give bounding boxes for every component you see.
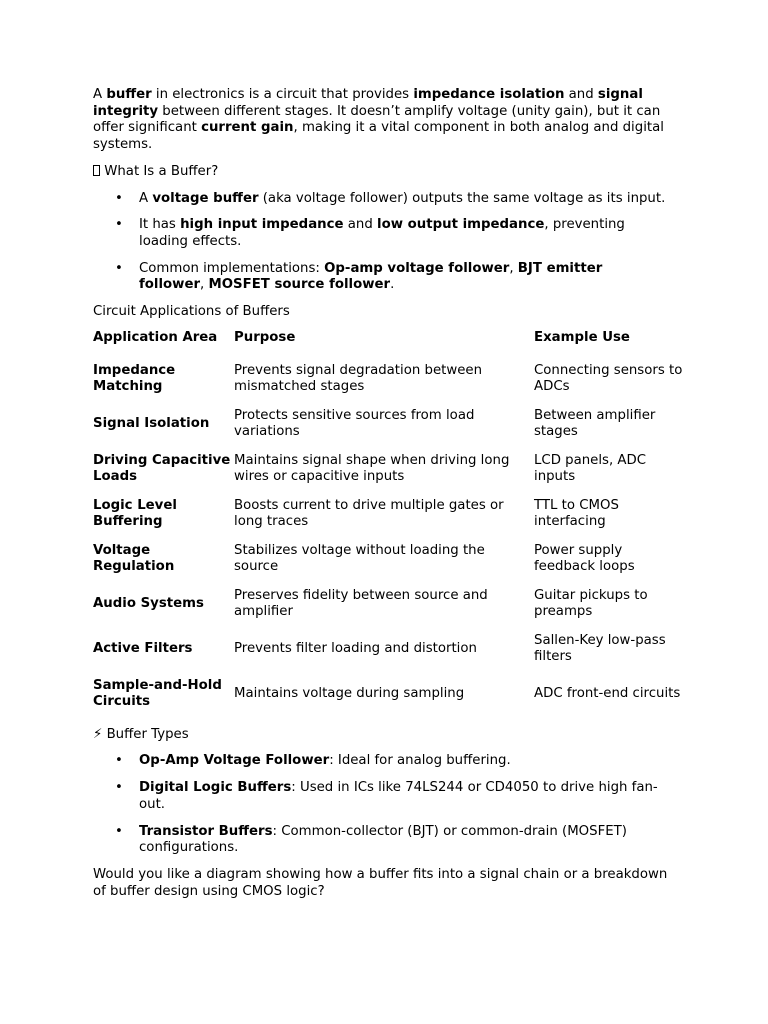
intro-bold-signal-integrity: signal integrity: [93, 87, 643, 119]
example-use-cell: Between amplifier stages: [534, 407, 656, 440]
purpose-cell: Prevents filter loading and distortion: [234, 640, 477, 656]
table-row: [93, 582, 683, 627]
table-row: [93, 627, 683, 672]
list-item: [139, 780, 668, 813]
document-body: [93, 87, 683, 900]
list-item-text: ,: [200, 277, 209, 293]
list-item-bold: high input impedance: [180, 217, 344, 233]
table-row: [93, 492, 683, 537]
table-header-row: [93, 330, 683, 357]
application-area-cell: Audio Systems: [93, 595, 204, 611]
applications-heading: Circuit Applications of Buffers: [93, 304, 290, 320]
purpose-cell: Stabilizes voltage without loading the source: [234, 542, 485, 575]
example-use-cell: ADC front-end circuits: [534, 685, 681, 701]
buffer-types-list: [93, 753, 668, 857]
purpose-cell: Boosts current to drive multiple gates or long traces: [234, 497, 504, 530]
closing-paragraph: Would you like a diagram showing how a buffer fits into a signal chain or a breakdown of buffer design using CMOS logic?: [93, 866, 668, 899]
list-item: [139, 191, 668, 208]
list-item: [139, 217, 668, 250]
list-item-text: Common implementations:: [139, 260, 325, 276]
example-use-cell: Connecting sensors to ADCs: [534, 362, 683, 395]
list-item-bold: voltage buffer: [152, 190, 259, 206]
list-item-text: It has: [139, 217, 181, 233]
example-use-cell: TTL to CMOS interfacing: [534, 497, 619, 530]
list-item: [139, 824, 668, 857]
intro-bold-current-gain: current gain: [201, 120, 294, 136]
table-row: [93, 537, 683, 582]
list-item-bold: BJT emitter follower: [139, 260, 603, 293]
what-is-heading: [93, 164, 668, 181]
list-item-text: .: [390, 277, 395, 293]
list-item-bold: Op-amp voltage follower: [324, 260, 510, 276]
list-item-bold: MOSFET source follower: [208, 277, 391, 293]
what-is-list: [93, 191, 668, 295]
list-item-text: : Common-collector (BJT) or common-drain (MOSFET) configurations.: [139, 823, 627, 856]
example-use-cell: Guitar pickups to preamps: [534, 587, 648, 620]
purpose-cell: Prevents signal degradation between mismatched stages: [234, 362, 483, 395]
column-header-application-area: Application Area: [93, 329, 218, 345]
list-item-text: : Used in ICs like 74LS244 or CD4050 to drive high fan-out.: [139, 780, 658, 812]
purpose-cell: Preserves fidelity between source and amplifier: [234, 587, 488, 620]
applications-table: [93, 330, 683, 717]
intro-text: A: [93, 87, 107, 102]
list-item-text: A: [139, 190, 153, 206]
buffer-types-heading: ⚡ Buffer Types: [93, 726, 189, 742]
application-area-cell: Voltage Regulation: [93, 542, 175, 575]
intro-paragraph: [93, 87, 668, 154]
list-item-text: and: [343, 217, 378, 233]
missing-glyph-icon: [93, 165, 100, 176]
intro-bold-impedance-isolation: impedance isolation: [413, 87, 565, 102]
purpose-cell: Protects sensitive sources from load variations: [234, 407, 475, 440]
list-item-text: , preventing loading effects.: [139, 217, 625, 249]
list-item-text: (aka voltage follower) outputs the same voltage as its input.: [258, 190, 666, 206]
purpose-cell: Maintains signal shape when driving long wires or capacitive inputs: [234, 452, 510, 485]
list-item-bold: Op-Amp Voltage Follower: [139, 753, 330, 769]
example-use-cell: Power supply feedback loops: [534, 542, 635, 575]
table-row: [93, 672, 683, 717]
table-row: [93, 357, 683, 402]
list-item-bold: Digital Logic Buffers: [139, 780, 292, 796]
intro-text: and: [564, 87, 598, 102]
application-area-cell: Active Filters: [93, 640, 193, 656]
list-item-text: : Ideal for analog buffering.: [329, 753, 511, 769]
application-area-cell: Signal Isolation: [93, 415, 210, 431]
column-header-example-use: Example Use: [534, 329, 630, 345]
example-use-cell: Sallen-Key low-pass filters: [534, 632, 666, 665]
table-row: [93, 402, 683, 447]
intro-text: between different stages. It doesn’t amplify voltage (unity gain), but it can offer significant: [93, 103, 661, 136]
application-area-cell: Driving Capacitive Loads: [93, 452, 231, 485]
list-item-bold: Transistor Buffers: [139, 823, 273, 839]
list-item-bold: low output impedance: [377, 217, 545, 233]
list-item: [139, 261, 668, 294]
what-is-heading-text: What Is a Buffer?: [100, 163, 219, 179]
application-area-cell: Impedance Matching: [93, 362, 176, 395]
intro-text: , making it a vital component in both analog and digital systems.: [93, 120, 664, 153]
list-item-text: ,: [509, 260, 518, 276]
example-use-cell: LCD panels, ADC inputs: [534, 452, 647, 485]
purpose-cell: Maintains voltage during sampling: [234, 685, 465, 701]
column-header-purpose: Purpose: [234, 329, 296, 345]
intro-text: in electronics is a circuit that provides: [151, 87, 414, 102]
list-item: [139, 753, 668, 770]
intro-bold-buffer: buffer: [106, 87, 152, 102]
table-row: [93, 447, 683, 492]
application-area-cell: Sample-and-Hold Circuits: [93, 677, 222, 710]
application-area-cell: Logic Level Buffering: [93, 497, 177, 530]
